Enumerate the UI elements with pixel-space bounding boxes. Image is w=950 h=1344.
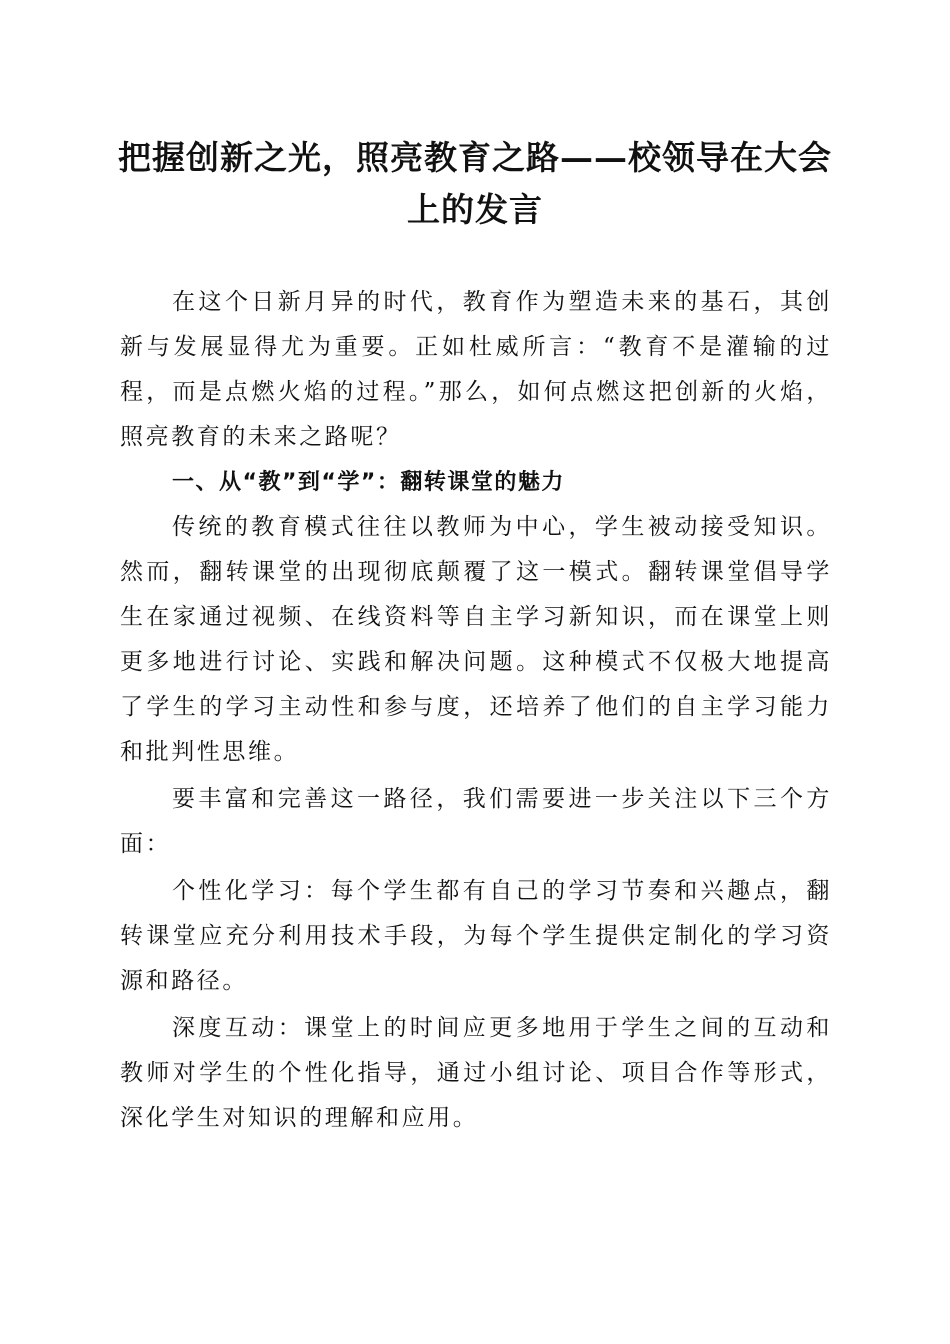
section-heading: 一、从“教”到“学”：翻转课堂的魅力 — [172, 470, 565, 495]
document-body — [120, 280, 832, 1141]
body-paragraph: 个性化学习：每个学生都有自己的学习节奏和兴趣点，翻转课堂应充分利用技术手段，为每个学生提供定制化的学习资源和路径。 — [120, 878, 832, 994]
intro-paragraph: 在这个日新月异的时代，教育作为塑造未来的基石，其创新与发展显得尤为重要。正如杜威所言：“教育不是灌输的过程，而是点燃火焰的过程。”那么，如何点燃这把创新的火焰，照亮教育的未来之路呢？ — [120, 289, 832, 450]
document-title: 把握创新之光，照亮教育之路——校领导在大会上的发言 — [118, 138, 832, 229]
body-paragraph: 传统的教育模式往往以教师为中心，学生被动接受知识。然而，翻转课堂的出现彻底颠覆了这一模式。翻转课堂倡导学生在家通过视频、在线资料等自主学习新知识，而在课堂上则更多地进行讨论、实践和解决问题。这种模式不仅极大地提高了学生的学习主动性和参与度，还培养了他们的自主学习能力和批判性思维。 — [120, 514, 832, 765]
body-paragraph: 要丰富和完善这一路径，我们需要进一步关注以下三个方面： — [120, 786, 832, 857]
body-paragraph: 深度互动：课堂上的时间应更多地用于学生之间的互动和教师对学生的个性化指导，通过小组讨论、项目合作等形式，深化学生对知识的理解和应用。 — [120, 1015, 832, 1131]
